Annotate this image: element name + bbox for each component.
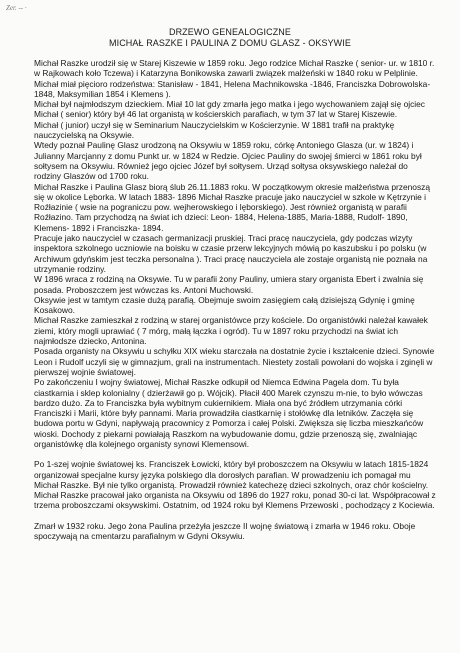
paragraph-germanization: Pracuje jako nauczyciel w czasach germanizacji pruskiej. Traci pracę nauczyciela, gdy podczas wizyty inspektora szkolnego uczniowie na boisku w czasie przerw lekcyjnych mówią po kaszubsku i po polsku (w Archiwum gdyńskim jest teczka personalna ). Traci pracę nauczyciela ale zostaje organistą nie poznała na utrzymanie rodziny.: [34, 233, 428, 274]
document-body: [34, 58, 436, 541]
paragraph-organist-years: Michał Raszke pracował jako organista na Oksywiu od 1896 do 1927 roku, ponad 30-ci lat. Współpracował z trzema proboszczami oksywskimi. Ostatnim, od 1924 roku był Klemens Przewoski , pochodzący z Kociewia.: [34, 490, 436, 511]
paragraph-death: Zmarł w 1932 roku. Jego żona Paulina przeżyła jeszcze II wojnę światową i zmarła w 1946 roku. Oboje spoczywają na cmentarzu parafialnym w Gdyni Oksywiu.: [34, 520, 416, 542]
paragraph-parish: Oksywie jest w tamtym czasie dużą parafią. Obejmuje swoim zasięgiem całą dzisiejszą Gdynię i gminę Kosakowo.: [34, 294, 415, 316]
paragraph-spacer: [34, 449, 436, 459]
paragraph-paulina: Wtedy poznał Paulinę Glasz urodzoną na Oksywiu w 1859 roku, córkę Antoniego Glasza (ur. w 1824) i Julianny Marcjanny z domu Punkt ur. w 1824 w Redzie. Ojciec Pauliny do swojej śmierci w 1861 roku był sołtysem na Oksywiu. Również jego ojciec Józef był sołtysem. Urząd sołtysa oksywskiego należał do rodziny Glaszów od 1700 roku.: [34, 140, 422, 182]
document-subtitle: MICHAŁ RASZKE I PAULINA Z DOMU GLASZ - OKSYWIE: [109, 38, 351, 48]
paragraph-birth: Michał Raszke urodził się w Starej Kiszewie w 1859 roku. Jego rodzice Michał Raszke ( senior- ur. w 1810 r. w Rajkowach koło Tczewa) i Katarzyna Bonikowska zawarli związek małżeński w 1840 roku w Pelplinie. Michał miał pięcioro rodzeństwa: Stanisław - 1841, Helena Machnikowska -1846, Franciszka Dobrowolska-1848, Maksymilian 1854 i Klemens ).: [34, 58, 435, 99]
paragraph-sons: Posada organisty na Oksywiu u schyłku XIX wieku starczała na dostatnie życie i kształcenie dzieci. Synowie Leon i Rudolf uczyli się w gimnazjum, grali na instrumentach. Niestety zostali powołani do wojska i zginęli w pierwszej wojnie światowej.: [34, 346, 435, 377]
paragraph-polish-courses: Po 1-szej wojnie światowej ks. Franciszek Łowicki, który był proboszczem na Oksywiu w latach 1815-1824 organizował specjalne kursy języka polskiego dla dorosłych parafian. W prowadzeniu ich pomagał mu Michał Raszke. Był nie tylko organistą. Prowadził również katechezę dzieci szkolnych, oraz chór kościelny.: [34, 459, 429, 490]
paragraph-after-war: Po zakończeniu I wojny światowej, Michał Raszke odkupił od Niemca Edwina Pagela dom. Tu była ciastkarnia i sklep kolonialny ( dzierżawił go p. Wójcik). Płacił 400 Marek czynszu m-nie, to było wówczas bardzo dużo. Za to Franciszka była wybitnym cukiernikiem. Miała ona być źródłem utrzymania córki Franciszki i Marii, które były pannami. Maria prowadziła ciastkarnię i stołówkę dla letników. Zaczęła się budowa portu w Gdyni, napływają pracownicy z Pomorza i całej Polski. Zwiększa się liczba mieszkańców wioski. Dochody z piekarni powiałają Raszkom na wybudowanie domu, gdzie przenoszą się, zwalniając organistówkę dla kolejnego organisty synowi Klemensowi.: [34, 377, 424, 449]
paragraph-childhood: Michał był najmłodszym dzieckiem. Miał 10 lat gdy zmarła jego matka i jego wychowaniem zajął się ojciec Michał ( senior) który był 46 lat organistą w kościerskich parafiach, w tym 37 lat w Starej Kiszewie.: [34, 99, 425, 120]
paragraph-return-oksywie: W 1896 wraca z rodziną na Oksywie. Tu w parafii żony Pauliny, umiera stary organista Ebert i zwalnia się posada. Proboszczem jest wówczas ks. Antoni Muchowski.: [34, 274, 424, 295]
paragraph-seminary: Michał ( junior) uczył się w Seminarium Nauczycielskim w Kościerzynie. W 1881 trafił na praktykę nauczycielską na Oksywie.: [34, 119, 395, 141]
paragraph-spacer: [34, 511, 436, 521]
corner-handwritten-note: Zer. -- ·: [6, 4, 27, 12]
paragraph-organistowka: Michał Raszke zamieszkał z rodziną w starej organistówce przy kościele. Do organistówki należał kawałek ziemi, który mogli uprawiać ( 7 mórg, małą łączka i ogród). Tu w 1897 roku przychodzi na świat ich najmłodsze dziecko, Antonina.: [34, 315, 428, 347]
paragraph-marriage: Michał Raszke i Paulina Glasz biorą ślub 26.11.1883 roku. W początkowym okresie małżeństwa przenoszą się w okolice Lęborka. W latach 1883- 1896 Michał Raszke pracuje jako nauczyciel w szkole w Kętrzynie i Roźłazinie ( wsie na pograniczu pow. wejherowskiego i lęborskiego). Jest również organistą w parafii Roźłazino. Tam przychodzą na świat ich dzieci: Leon- 1884, Helena-1885, Maria-1888, Rudolf- 1890, Klemens- 1892 i Franciszka- 1894.: [34, 181, 430, 233]
document-title: DRZEWO GENEALOGICZNE: [168, 27, 291, 37]
